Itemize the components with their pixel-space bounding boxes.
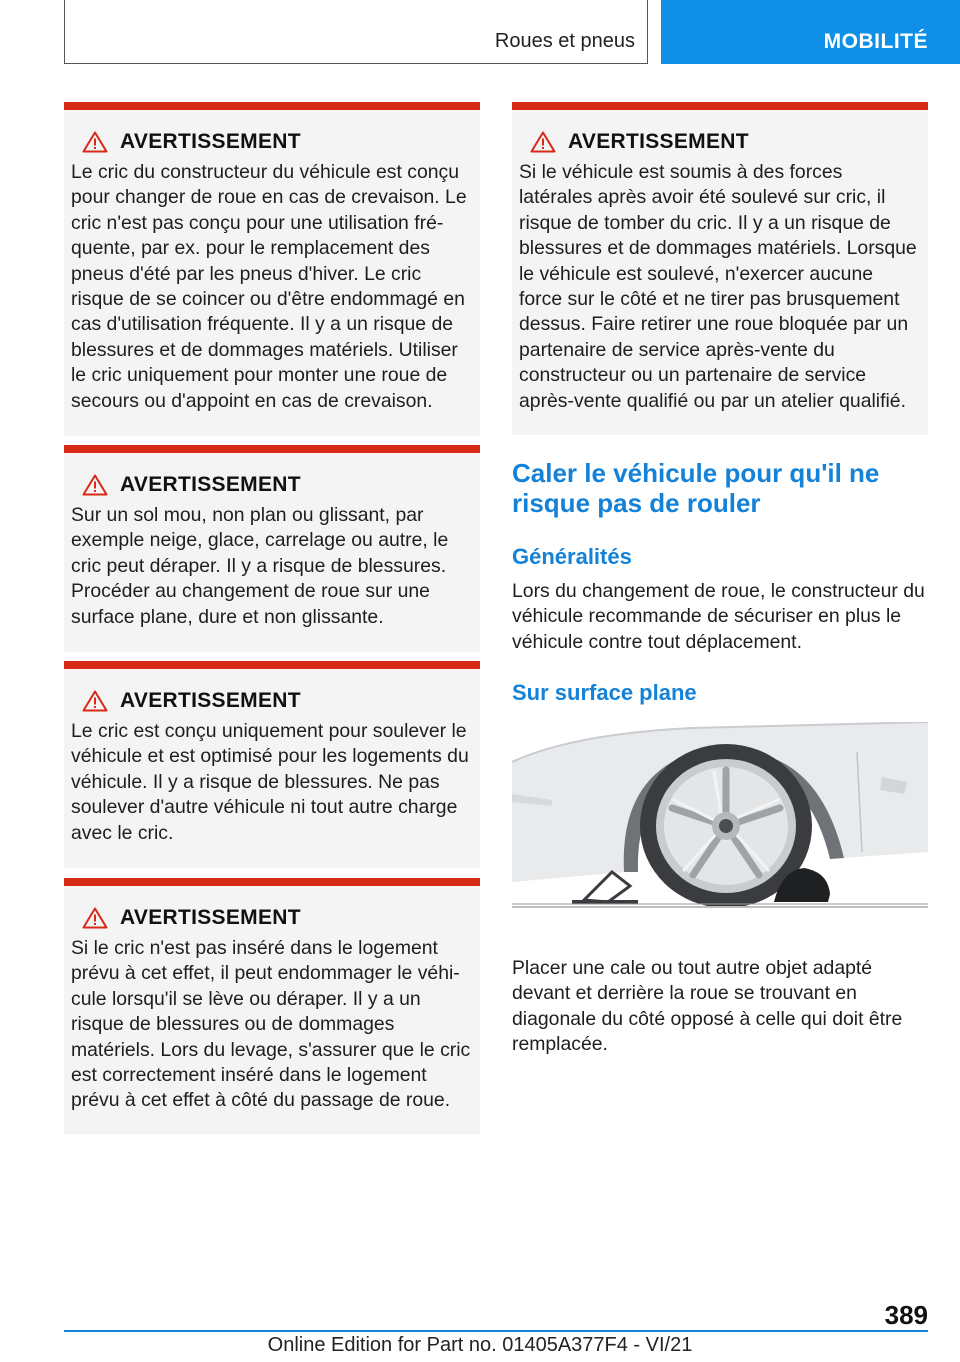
section-title: Caler le véhicule pour qu'il ne risque pas de rouler: [512, 458, 880, 518]
warning-triangle-icon: [530, 131, 556, 153]
warning-text: Le cric du constructeur du véhicule est conçu pour changer de roue en cas de crevaison. Le cric n'est pas conçu pour une utilisation fréquente, par ex. pour le remplacement des pneus d'été par les pneus d'hiver. Le cric risque de se coincer ou d'être endommagé en cas d'utilisation fréquente. Il y a un risque de blessures et de dommages matériels. Utiliser le cric uniquement pour monter une roue de secours ou d'appoint en cas de crevaison.: [71, 161, 467, 412]
wheel-chock-illustration: [512, 722, 928, 908]
warning-text: Sur un sol mou, non plan ou glissant, par exemple neige, glace, carrelage ou autre, le cric peut déraper. Il y a risque de blessures. Procéder au changement de roue sur une surface plane, dure et non glissante.: [71, 504, 449, 628]
warning-box: [64, 661, 480, 868]
warning-title: AVERTISSEMENT: [568, 130, 749, 153]
warning-header: [71, 130, 472, 154]
warning-triangle-icon: [82, 131, 108, 153]
header-section-title: Roues et pneus: [494, 30, 635, 52]
warning-header: [519, 130, 920, 154]
page-number: 389: [884, 1300, 928, 1330]
warning-header: [71, 689, 472, 713]
warning-triangle-icon: [82, 907, 108, 929]
flat-surface-paragraph: Placer une cale ou tout autre objet adapté devant et derrière la roue se trouvant en diagonale du côté opposé à celle qui doit être remplacée.: [512, 957, 903, 1056]
warning-box: [64, 445, 480, 652]
chapter-tab[interactable]: MOBILITÉ: [661, 0, 960, 64]
footer-divider: [64, 1330, 928, 1332]
warning-title: AVERTISSEMENT: [120, 473, 301, 496]
car-wheel-image: [512, 722, 928, 906]
warning-box: [64, 102, 480, 436]
warning-title: AVERTISSEMENT: [120, 906, 301, 929]
warning-text: Le cric est conçu uniquement pour soulever le véhicule et est optimisé pour les logements du véhicule. Il y a risque de blessures. Ne pas soulever d'autre véhicule ni tout autre charge avec le cric.: [71, 720, 469, 844]
warning-box: [64, 878, 480, 1134]
warning-triangle-icon: [82, 690, 108, 712]
warning-header: [71, 906, 472, 930]
warning-triangle-icon: [82, 474, 108, 496]
warning-header: [71, 473, 472, 497]
warning-title: AVERTISSEMENT: [120, 689, 301, 712]
general-paragraph: Lors du changement de roue, le constructeur du véhicule recommande de sécuriser en plus le véhicule contre tout déplacement.: [512, 580, 925, 653]
warning-title: AVERTISSEMENT: [120, 130, 301, 153]
footer-edition: Online Edition for Part no. 01405A377F4 - VI/21: [267, 1334, 693, 1356]
warning-box: [512, 102, 928, 435]
warning-text: Si le véhicule est soumis à des forces latérales après avoir été soulevé sur cric, il risque de tomber du cric. Il y a un risque de blessures et de dommages matériels. Lorsque le véhicule est soulevé, n'exercer aucune force sur le côté et ne tirer pas brusquement dessus. Faire retirer une roue bloquée par un partenaire de service après-vente du constructeur ou un partenaire de service après-vente qualifié ou par un atelier qualifié.: [519, 161, 917, 412]
subsection-title-flat-surface: Sur surface plane: [512, 680, 697, 705]
warning-text: Si le cric n'est pas inséré dans le logement prévu à cet effet, il peut endommager le véhicule lorsqu'il se lève ou déraper. Il y a un risque de blessures ou de dommages matériels. Lors du levage, s'assurer que le cric est correctement inséré dans le logement prévu à cet effet à côté du passage de roue.: [71, 937, 471, 1112]
subsection-title-general: Généralités: [512, 544, 632, 569]
